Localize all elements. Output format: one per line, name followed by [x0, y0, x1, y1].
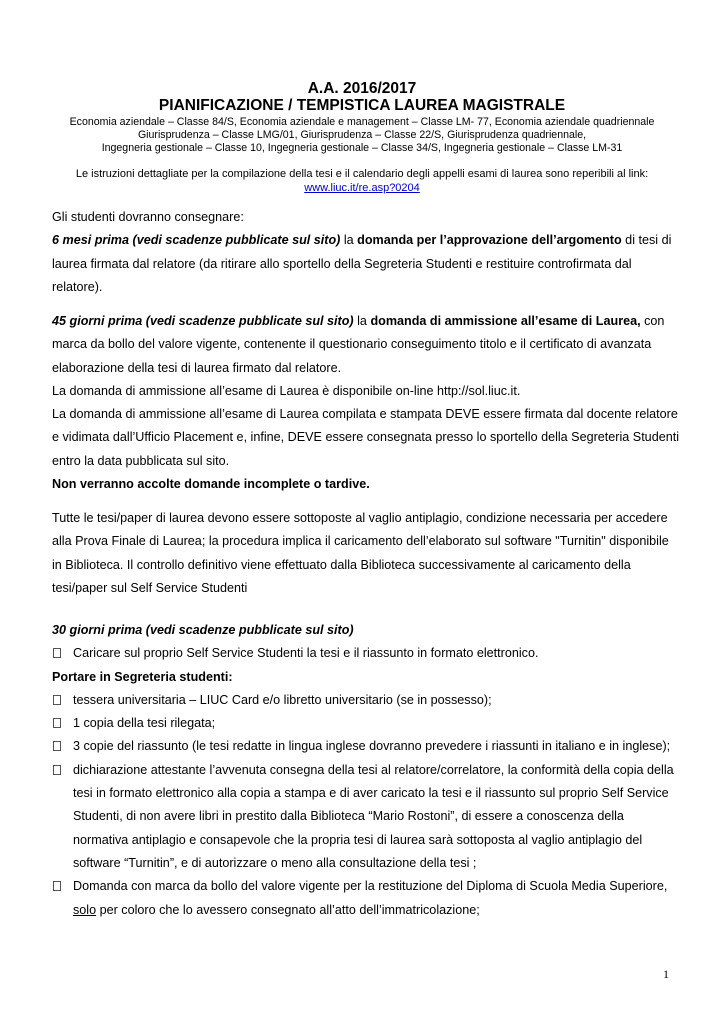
degree-programs: [40, 116, 684, 155]
page-number: 1: [663, 967, 669, 981]
list-item: [52, 735, 682, 758]
list-item-text: Domanda con marca da bollo del valore vigente per la restituzione del Diploma di Scuola Media Superiore,: [73, 879, 668, 894]
checkbox-icon: [53, 765, 61, 775]
thirty-days-section: [52, 619, 682, 922]
academic-year-title: A.A. 2016/2017: [307, 80, 417, 97]
fortyfive-bold: domanda di ammissione all’esame di Laurea,: [370, 314, 641, 328]
checkbox-icon: [53, 741, 61, 751]
connector-text: la: [340, 233, 358, 248]
list-item-text: tessera universitaria – LIUC Card e/o libretto universitario (se in possesso);: [73, 692, 492, 707]
intro-text: Gli studenti dovranno consegnare:: [52, 210, 244, 224]
list-item-text: per coloro che lo avessero consegnato all’atto dell’immatricolazione;: [96, 902, 480, 917]
list-item-text: 3 copie del riassunto (le tesi redatte in lingua inglese dovranno prevedere i riassunti in italiano e in inglese);: [73, 739, 671, 754]
underlined-word: solo: [73, 902, 97, 917]
bring-heading: Portare in Segreteria studenti:: [52, 669, 233, 684]
list-item: [52, 875, 682, 922]
six-months-rest: di tesi di laurea firmata dal relatore (da ritirare allo sportello della Segreteria Studenti e restituire controfirmata dal relatore).: [52, 233, 672, 294]
antiplagio-section: [52, 507, 682, 600]
instructions-link[interactable]: www.liuc.it/re.asp?0204: [304, 182, 420, 194]
list-item: [52, 712, 682, 735]
connector-text: la: [353, 314, 371, 328]
signature-note: La domanda di ammissione all’esame di Laurea compilata e stampata DEVE essere firmata dal docente relatore e vidimata dall’Ufficio Placement e, infine, DEVE essere consegnata presso lo sportello della Segreteria Studenti entro la data pubblicata sul sito.: [52, 407, 680, 468]
list-item-text: dichiarazione attestante l’avvenuta consegna della tesi al relatore/correlatore, la conformità della copia della tesi in formato elettronico alla copia a stampa e di aver caricato la tesi e il riassunto sul proprio Self Service Studenti, di non avere libri in prestito dalla Biblioteca “Mario Rostoni”, di essere a conoscenza della normativa antiplagio e consapevole che la propria tesi di laurea sarà sottoposta al vaglio antiplagio del software “Turnitin”, e di autorizzare o meno alla consultazione della tesi ;: [73, 762, 674, 870]
checkbox-icon: [53, 881, 61, 891]
checkbox-icon: [53, 695, 61, 705]
warning-note: Non verranno accolte domande incomplete o tardive.: [52, 477, 370, 492]
degree-line: Ingegneria gestionale – Classe 10, Ingegneria gestionale – Classe 34/S, Ingegneria gestionale – Classe LM-31: [101, 142, 623, 154]
checkbox-icon: [53, 648, 61, 658]
list-item: [52, 689, 682, 712]
online-note: La domanda di ammissione all’esame di Laurea è disponibile on-line http://sol.liuc.it.: [52, 383, 521, 398]
degree-line: Giurisprudenza – Classe LMG/01, Giurisprudenza – Classe 22/S, Giurisprudenza quadriennale,: [137, 129, 587, 141]
checkbox-icon: [53, 718, 61, 728]
six-months-bold: domanda per l’approvazione dell’argomento: [357, 233, 622, 248]
list-item-text: 1 copia della tesi rilegata;: [73, 716, 216, 731]
instructions-text: Le istruzioni dettagliate per la compilazione della tesi e il calendario degli appelli esami di laurea sono reperibili al link:: [75, 168, 649, 180]
fortyfive-paragraph: [52, 310, 682, 380]
fortyfive-heading: 45 giorni prima (vedi scadenze pubblicate sul sito): [52, 314, 354, 328]
upload-text: Caricare sul proprio Self Service Studenti la tesi e il riassunto in formato elettronico.: [73, 646, 539, 661]
fortyfive-rest: con marca da bollo del valore vigente, contenente il questionario conseguimento titolo e il certificato di avanzata elaborazione della tesi di laurea firmato dal relatore.: [52, 314, 665, 375]
six-months-paragraph: [52, 229, 682, 299]
instructions-note: [40, 167, 684, 195]
thirty-days-heading: 30 giorni prima (vedi scadenze pubblicate sul sito): [52, 623, 354, 637]
six-months-section: [52, 206, 682, 299]
six-months-heading: 6 mesi prima (vedi scadenze pubblicate sul sito): [52, 233, 341, 248]
list-item: [52, 759, 682, 875]
antiplagio-paragraph: Tutte le tesi/paper di laurea devono essere sottoposte al vaglio antiplagio, condizione necessaria per accedere alla Prova Finale di Laurea; la procedura implica il caricamento dell’elaborato sul software "Turnitin" disponibile in Biblioteca. Il controllo definitivo viene effettuato dalla Biblioteca successivamente al caricamento della tesi/paper sul Self Service Studenti: [52, 511, 669, 595]
degree-line: Economia aziendale – Classe 84/S, Economia aziendale e management – Classe LM- 77, Economia aziendale quadriennale: [69, 116, 655, 128]
fortyfive-days-section: [52, 310, 682, 496]
list-item: [52, 642, 682, 665]
document-title: PIANIFICAZIONE / TEMPISTICA LAUREA MAGISTRALE: [158, 97, 566, 114]
